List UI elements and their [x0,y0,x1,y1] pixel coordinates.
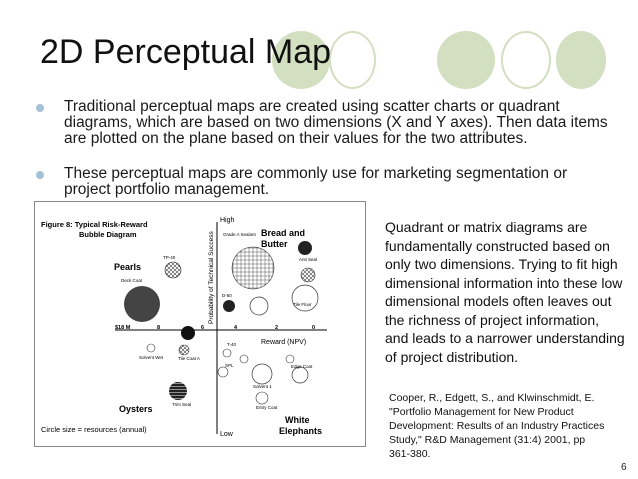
quadrant-label-pearls: Pearls [114,262,142,272]
y-axis-label: Probability of Technical Success [208,231,215,324]
bubble [292,285,318,311]
bullet-item [44,99,609,147]
bullet-item [44,166,609,198]
page-number: 6 [621,462,627,473]
y-axis-low-label: Low [220,431,233,438]
bubble-label: Edge Coat [291,364,313,369]
bullet-text: Traditional perceptual maps are created using scatter charts or quadrant diagrams, which are based on two dimensions (X and Y axes). Then data items are plotted on the plane based on their values for the two attributes. [64,98,608,147]
figure-caption: Figure 8: Typical Risk-Reward [41,220,148,229]
bubble [165,262,181,278]
bubble-label: Tile Floor [293,302,312,307]
decorative-circle [501,31,551,89]
bubble-label: Grade A Sealant [223,232,256,237]
bubble [256,392,268,404]
explanation-paragraph: Quadrant or matrix diagrams are fundamentally constructed based on only two dimensions. Trying to fit high dimensional information into these low dimensional models often leaves out the richness of project information, and leads to a narrower understanding of project distribution. [385,219,625,365]
bubble [292,367,308,383]
bubble [124,286,160,322]
bubble [181,326,195,340]
bubble [223,300,235,312]
bubble [301,268,315,282]
quadrant-label-white-elephants: White [285,415,310,425]
bubble-label: TP-40 [163,255,176,260]
bubble-label: D-50 [222,293,232,298]
bubble-label: Tile Coat A [178,356,200,361]
x-tick-label: 2 [275,325,279,331]
y-axis-high-label: High [220,217,235,224]
bubble [179,345,189,355]
bullet-icon [36,171,44,179]
decorative-circle [437,31,495,89]
quadrant-label-bread-butter: Bread and [261,228,306,238]
figure-footnote: Circle size = resources (annual) [41,425,147,434]
bubble [240,355,248,363]
bubble-label: SPL [225,363,234,368]
bubble-label: Deck Coat [121,278,143,283]
slide-title: 2D Perceptual Map [40,33,332,71]
bullet-icon [36,104,44,112]
figure-caption: Bubble Diagram [79,230,137,239]
bubble-label: T-40 [227,342,237,347]
bubble-label: Anti Seal [299,257,318,262]
risk-reward-bubble-figure [34,201,366,447]
bubble [286,355,294,363]
x-tick-label: 4 [234,325,238,331]
bubble [232,247,274,289]
x-tick-label: 6 [201,325,205,331]
bubble-label: Solvent Wet [139,355,164,360]
bubble [147,344,155,352]
decorative-circle [329,31,376,89]
x-tick-label: 8 [157,325,161,331]
bubble [298,241,312,255]
x-axis-label: Reward (NPV) [261,339,307,346]
bubble [169,382,187,400]
bubble [218,367,228,377]
bubble-label: Solvent 1 [253,384,272,389]
x-tick-label: 0 [312,325,316,331]
quadrant-label-oysters: Oysters [119,404,153,414]
decorative-circle [556,31,606,89]
bullet-text: These perceptual maps are commonly use for marketing segmentation or project portfolio management. [64,165,568,198]
citation: Cooper, R., Edgett, S., and Klwinschmidt, E. "Portfolio Management for New Product Development: Results of an Industry Practices Study," R&D Management (31:4) 2001, pp 361-380. [389,392,605,460]
quadrant-label-bread-butter: Butter [261,239,288,249]
x-tick-label: $18 M [115,325,131,331]
bubble [223,349,231,357]
bubble [250,297,268,315]
bubble-label: Trim Seal [172,402,192,407]
bubble-label: Entry Coat [256,405,278,410]
bubble [252,364,272,384]
quadrant-label-white-elephants: Elephants [279,426,323,436]
